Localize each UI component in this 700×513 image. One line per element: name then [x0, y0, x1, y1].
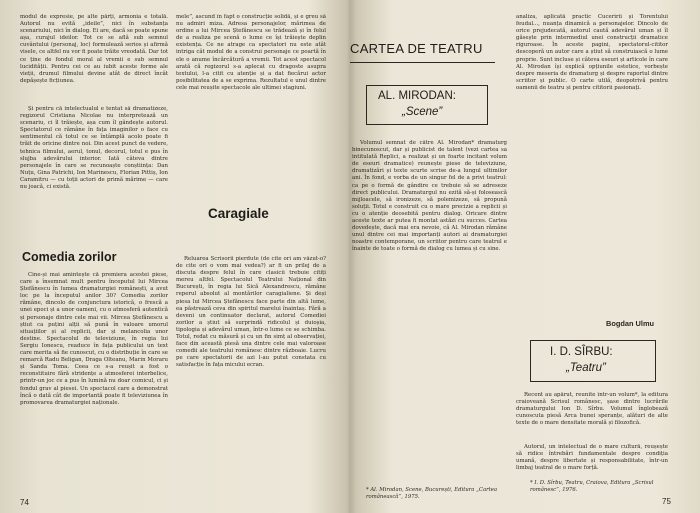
left-col1-mid-text: [20, 106, 168, 236]
footnote-text: * Al. Mirodan, Scene, București, Editura „Cartea românească”, 1975.: [366, 487, 498, 500]
review2-footnote: [530, 480, 670, 494]
left-col2-top-text: [176, 14, 326, 164]
footnote-text: * I. D. Sîrbu, Teatru, Craiova, Editura „Scrisul românesc”, 1976.: [530, 480, 654, 493]
paragraph: modul de expresie, pe alte părți, armonia e totală. Autorul nu evită „ideile”, nici în substanța scenariului, nici în dialog. Ei are, dacă se poate spune așa, curajul ideilor. Tot ce se află sub semnul cuvântului (personaj, loc) formulează serios și afirmă visele, ce altfel nu vor fi poate trăite vreodată. Dar tot ce ține de fondul moral al vremii e sub semnul lucidității. Pentru cei ce au iubit aceste forme ale vieții, drumul filmului devine atât de direct încât depășește ficțiunea.: [20, 14, 168, 84]
left-col2-bottom-text: [176, 256, 326, 490]
paragraph: Și pentru că intelectualul e tentat să dramatizeze, regizorul Cristiana Nicolae nu interpretează un scenariu, ci îl trăiește, așa cum îl gândește autorul. Spectatorul ce rămâne în fața imaginilor o face cu sentimentul că totul ce se întâmplă acolo poate fi trăit de oricine dintre noi. Din acest punct de vedere, tehnica filmului, aerul, tonul, decorul, totul e pus în slujba adevărului interior. Iată câteva dintre personajele în care se recunoaște conștiința: Dan Nuțu, Gina Patrichi, Ion Marinescu, Florian Pittiș, Ion Caramitru — cu toții actori de primă mărime — care nu joacă, ci există.: [20, 106, 168, 191]
paragraph: Volumul semnat de către Al. Mirodan* dramaturg binecunoscut, dar și publicist de talent (vezi cartea sa intitulată Replici, a realizat și un foarte incitant volum de eseuri dramatice) reunește piese de televiziune, dramatizări și texte scurte scrise de-a lungul ultimilor ani. În fond, e vorba de un singur fel de a privi teatrul: ca pe o formă de gândire ce trebuie să se adreseze direct publicului. Dramaturgul nu ezită să-și folosească mijloacele, să ironizeze, să polemizeze, să propună soluții. Totul e construit cu o mare precizie a replicii și cu o atenție deosebită pentru dialog. Oricare dintre aceste texte ar putea fi montat astăzi cu succes. Cartea dovedește, dacă mai era nevoie, că Al. Mirodan rămâne unul dintre cei mai importanți autori ai dramaturgiei noastre contemporane, un scriitor pentru care teatrul e înainte de toate o formă de dialog cu lumea și cu sine.: [352, 140, 507, 253]
review-title: „Scene”: [402, 106, 443, 118]
paragraph: Cine-și mai amintește că premiera acestei piese, care a însemnat mult pentru începutul lui Mircea Ștefănescu în lumea dramaturgiei românești, a avut loc pe la începutul anilor 30? Comedia zorilor rămâne, dincolo de conjunctura istorică, o frescă a unei epoci și a unor oameni, cu o atmosferă autentică și personaje dintre cele mai vii. Mircea Ștefănescu a știut ca puțini alții să pună în valoare umorul situațiilor și al replicii, dar și melancolia unor destine. Spectacolul de televiziune, în regia lui Sergiu Ionescu, readuce în fața publicului un text care merita să fie cunoscut, cu o distribuție în care se remarcă Radu Beligan, Draga Olteanu, Marin Moraru și Sanda Toma. Ceea ce s-a reușit a fost o reconstituire fără stridențe a atmosferei interbelice, printr-un joc ce a pus în lumină nu doar comicul, ci și fondul grav al piesei. Un spectacol care a demonstrat încă o dată cât de importantă poate fi televiziunea în promovarea dramaturgiei naționale.: [20, 272, 168, 406]
review2-col1-text: [516, 392, 668, 444]
review1-col1-text: [352, 140, 507, 488]
left-col1-top-text: [20, 14, 168, 106]
review1-signature: Bogdan Ulmu: [606, 319, 655, 328]
review2-author: I. D. SÎRBU:: [550, 346, 613, 358]
paragraph: Recent au apărut, reunite într-un volum*, la editura craioveană Scrisul românesc, șase dintre lucrările dramaturgului Ion D. Sîrbu. Volumul înglobează cunoscuta piesă Arca bunei speranțe, alături de alte texte de o mare densitate morală și filozofică.: [516, 392, 668, 427]
paragraph: Autorul, un intelectual de o mare cultură, reușește să ridice întrebări fundamentale despre condiția umană, despre libertate și responsabilitate, într-un limbaj teatral de o mare forță.: [516, 444, 668, 472]
review1-col2-text: [516, 14, 668, 314]
comedia-zorilor-title: Comedia zorilor: [22, 250, 117, 264]
caragiale-title: Caragiale: [208, 206, 269, 221]
paragraph: Reluarea Scrisorii pierdute (de cite ori am văzut-o? de cite ori o vom mai vedea?) ar fi un prilej de a discuta despre felul în care clasicii trebuie citiți mereu altfel. Spectacolul Teatrului Național din București, în regia lui Sică Alexandrescu, rămâne reperul absolut al montărilor caragialiene. Și deși piesa lui Mircea Ștefănescu face parte din altă lume, ea păstrează ceva din spiritul marelui înaintaș. Fără a deveni un continuator declarat, autorul Comediei zorilor a știut să surprindă ridicolul și duioșia, tipologia și adevărul uman, într-o lume ce se schimba. Totul, redat cu măsură și cu un fin simț al observației, face din această piesă una dintre cele mai valoroase comedii ale teatrului românesc dintre războaie. Lucru pe care spectatorii de azi l-au putut constata cu satisfacție în fața micului ecran.: [176, 256, 326, 369]
right-page: [352, 0, 700, 513]
left-page: [0, 0, 345, 513]
review2-title: „Teatru”: [566, 362, 606, 374]
page-number-right: 75: [662, 497, 671, 506]
section-header: CARTEA DE TEATRU: [350, 41, 483, 56]
page-number-left: 74: [20, 498, 29, 507]
left-col1-bottom-text: [20, 272, 168, 490]
review2-col2-text: [516, 444, 668, 478]
review-author: AL. MIRODAN:: [378, 90, 456, 102]
section-header-rule: [350, 62, 495, 63]
review1-footnote: [366, 487, 506, 501]
paragraph: mele”, ascund în fapt o construcție solidă, și e greu să nu admiri miza. Adresa personajelor, mărimea de ordine a lui Mircea Ștefănescu se trădează și în felul de a realiza pe scenă o lume ce își trăiește deplin existența. Ce ne atrage ca spectatori nu este atât intriga cât modul de a construi personaje ce poartă în ele o anume încărcătură a vremii. Tot acest spectacol arată că regizorul s-a aplecat cu dragoste asupra textului, l-a citit cu atenție și a dat fiecărui actor posibilitatea de a se exprima. Rezultatul e unul dintre cele mai reușite spectacole ale ultimei stagiuni.: [176, 14, 326, 91]
paragraph: analiza, aplicată practic Cuceririi și Torentului feudal..., nuanța dinamică a personajelor. Dincolo de orice prejudecată, autorul caută adevărul uman și îl găsește prin intermediul unei construcții dramatice riguroase. În aceste pagini, spectatorul-cititor descoperă un autor care a știut să construiască o lume proprie. Sunt incluse și câteva eseuri și articole în care Al. Mirodan își explică opțiunile estetice, vorbește despre meseria de dramaturg și despre raportul dintre scriitor și public. O carte utilă, deopotrivă pentru oamenii de teatru și pentru cititorii pasionați.: [516, 14, 668, 91]
